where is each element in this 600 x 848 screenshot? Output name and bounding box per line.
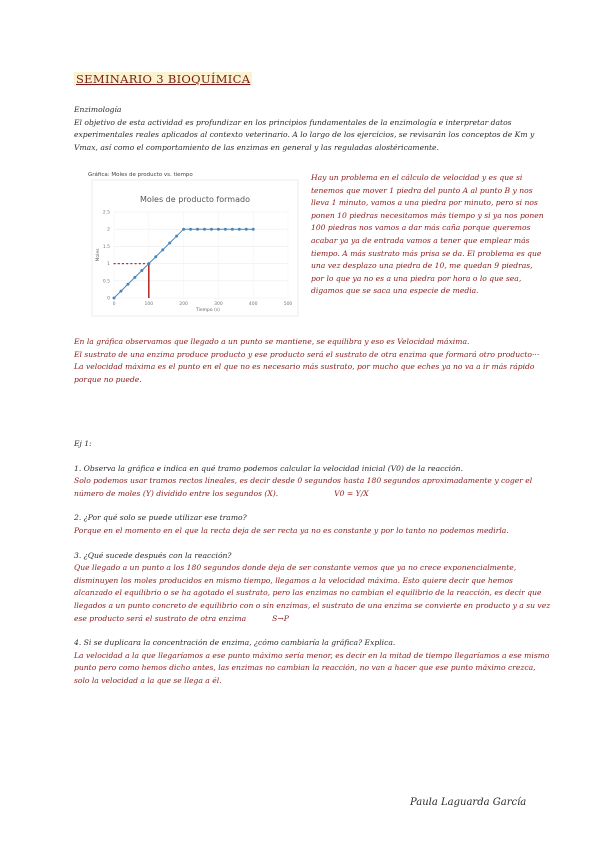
- data-point: [182, 228, 185, 231]
- observations-section: [74, 336, 550, 386]
- observation-2: El sustrato de una enzima produce producto y ese producto será el sustrato de otra enzima que formará otro producto···: [74, 349, 540, 359]
- data-point: [224, 228, 227, 231]
- intro-heading: Enzimología: [74, 105, 122, 114]
- data-point: [126, 283, 129, 286]
- data-point: [245, 228, 248, 231]
- data-point: [238, 228, 241, 231]
- intro-section: [74, 104, 544, 154]
- question-4: 4. Si se duplicara la concentración de enzima, ¿cómo cambiaría la gráfica? Explica.: [74, 638, 396, 648]
- y-tick-label: 2.5: [102, 210, 110, 216]
- chart-svg: [88, 172, 302, 318]
- data-point: [168, 241, 171, 244]
- question-3: 3. ¿Qué sucede después con la reacción?: [74, 550, 232, 560]
- data-point: [113, 297, 116, 300]
- answer-3-text: Que llegado a un punto a los 180 segundos donde deja de ser constante vemos que ya no crece exponencialmente, disminuyen los moles producidos en mismo tiempo, llegamos a la velocidad máxima. Esto quiere decir que hemos alcanzado el equilibrio o se ha agotado el sustrato, pero las enzimas no cambian el equilibrio de la reacción, es decir que llegados a un punto concreto de equilibrio con o sin enzimas, el sustrato de una enzima se convierte en producto y a su vez ese producto será el sustrato de otra enzima: [74, 563, 551, 623]
- answer-3: [74, 562, 552, 625]
- chart-title: Moles de producto formado: [140, 195, 250, 204]
- data-point: [140, 269, 143, 272]
- data-point: [119, 290, 122, 293]
- y-tick-label: 2: [107, 227, 110, 233]
- product-chart: [88, 172, 302, 318]
- x-tick-label: 300: [214, 302, 223, 307]
- exercise-section: [74, 438, 552, 688]
- x-tick-label: 200: [179, 302, 188, 307]
- question-1: 1. Observa la gráfica e indica en qué tramo podemos calcular la velocidad inicial (V0) de la reacción.: [74, 463, 463, 473]
- x-tick-label: 400: [248, 302, 258, 307]
- answer-1-formula: V0 = Y/X: [334, 488, 369, 498]
- y-tick-label: 0.5: [102, 279, 110, 285]
- page-title: SEMINARIO 3 BIOQUÍMICA: [76, 72, 251, 86]
- data-point: [133, 276, 136, 279]
- question-2: 2. ¿Por qué solo se puede utilizar ese tramo?: [74, 513, 247, 523]
- chart-caption: Gráfica: Moles de producto vs. tiempo: [88, 172, 193, 178]
- data-point: [210, 228, 213, 231]
- data-point: [203, 228, 206, 231]
- x-tick-label: 0: [112, 302, 116, 307]
- answer-4: La velocidad a la que llegaríamos a ese punto máximo sería menor, es decir en la mitad de tiempo llegaríamos a ese mismo punto pero como hemos dicho antes, las enzimas no cambian la reacción, no van a hacer que ese punto máximo crezca, solo la velocidad a la que se llega a él.: [74, 650, 550, 685]
- data-point: [231, 228, 234, 231]
- chart-ylabel: Moles: [96, 248, 101, 262]
- x-tick-label: 500: [283, 302, 293, 307]
- y-tick-label: 1: [107, 262, 110, 268]
- observation-1: En la gráfica observamos que llegado a un punto se mantiene, se equilibra y eso es Velocidad máxima.: [74, 337, 470, 346]
- x-tick-label: 100: [144, 302, 154, 307]
- observation-3: La velocidad máxima es el punto en el que no es necesario más sustrato, por mucho que eches ya no va a ir más rápido porque no puede.: [74, 362, 535, 384]
- data-point: [196, 228, 199, 231]
- intro-paragraph: El objetivo de esta actividad es profundizar en los principios fundamentales de la enzimología e interpretar datos experimentales reales aplicados al contexto veterinario. A lo largo de los ejercicios, se revisarán los conceptos de Km y Vmax, así como el comportamiento de las enzimas en general y las reguladas alostéricamente.: [74, 117, 535, 152]
- answer-2: Porque en el momento en el que la recta deja de ser recta ya no es constante y por lo tanto no podemos medirla.: [74, 525, 509, 535]
- y-tick-label: 1.5: [102, 244, 110, 250]
- answer-3-tail: S→P: [272, 613, 289, 623]
- data-point: [189, 228, 192, 231]
- signature: Paula Laguarda García: [410, 797, 527, 808]
- y-tick-label: 0: [107, 296, 110, 302]
- exercise-label: Ej 1:: [74, 439, 92, 448]
- data-point: [154, 255, 157, 258]
- chart-xlabel: Tiempo (s): [196, 308, 220, 313]
- data-point: [147, 262, 150, 265]
- data-point: [175, 235, 178, 238]
- data-point: [252, 228, 255, 231]
- data-point: [161, 248, 164, 251]
- side-explanation: Hay un problema en el cálculo de velocidad y es que si tenemos que mover 1 piedra del punto A al punto B y nos lleva 1 minuto, vamos a una piedra por minuto, pero si nos ponen 10 piedras necesitamos más tiempo y si ya nos ponen 100 piedras nos vamos a dar más caña porque queremos acabar ya ya de entrada vamos a tener que emplear más tiempo. A más sustrato más prisa se da. El problema es que una vez desplazo una piedra de 10, me quedan 9 piedras, por lo que ya no es a una piedra por hora o lo que sea, digamos que se saca una especie de media.: [311, 173, 544, 296]
- answer-1: [74, 475, 552, 500]
- data-point: [217, 228, 220, 231]
- answer-1-text: Solo podemos usar tramos rectos lineales, es decir desde 0 segundos hasta 180 segundos aproximadamente y coger el número de moles (Y) dividido entre los segundos (X).: [74, 476, 533, 498]
